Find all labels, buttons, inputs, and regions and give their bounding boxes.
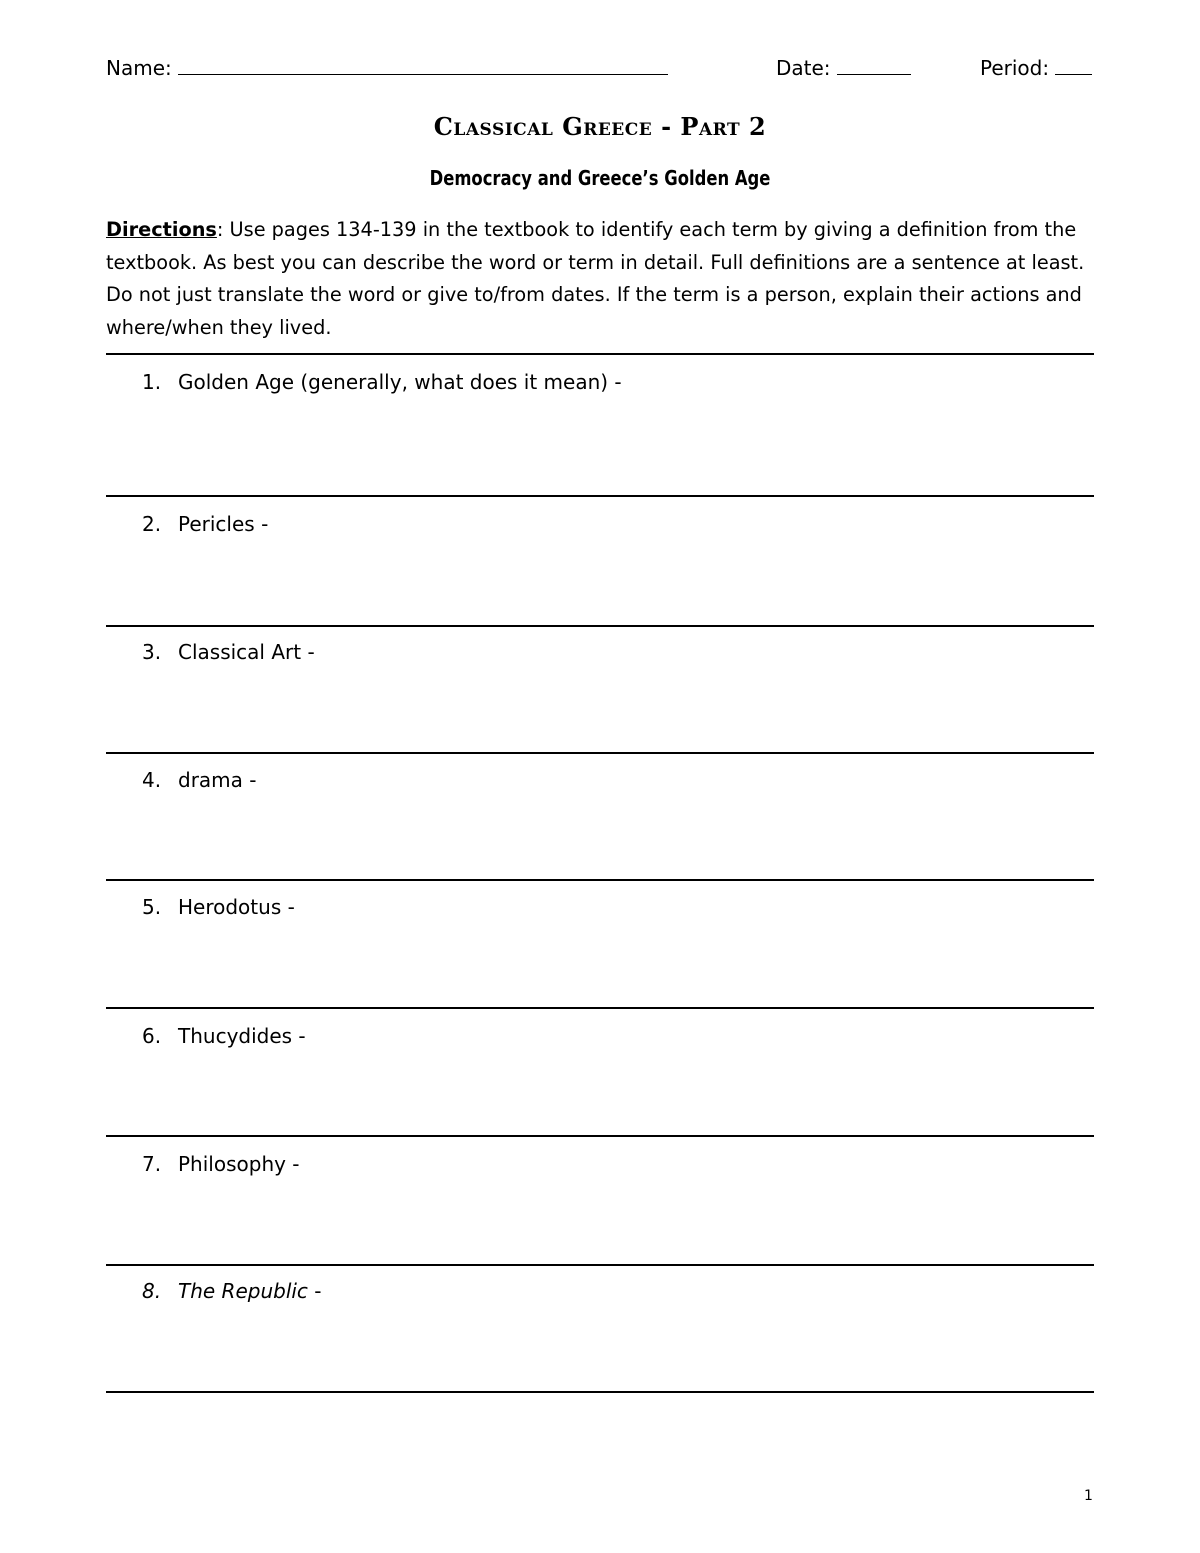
term-label — [178, 1279, 322, 1303]
term-label: Classical Art - — [178, 640, 315, 664]
term-number: 5. — [142, 895, 162, 919]
term-label: Herodotus - — [178, 895, 295, 919]
date-label: Date: — [776, 56, 831, 80]
period-blank-line[interactable] — [1055, 56, 1092, 75]
term-suffix: - — [307, 1279, 322, 1303]
date-blank-line[interactable] — [837, 56, 911, 75]
answer-area-rule — [106, 1135, 1094, 1137]
term-label: Golden Age (generally, what does it mean) - — [178, 370, 622, 394]
worksheet-title: Classical Greece - Part 2 — [433, 112, 767, 141]
term-number: 8. — [142, 1279, 162, 1303]
name-field — [106, 56, 668, 80]
date-field — [776, 56, 911, 80]
term-label: drama - — [178, 768, 257, 792]
answer-area-rule — [106, 495, 1094, 497]
answer-area-rule — [106, 625, 1094, 627]
answer-area-rule — [106, 879, 1094, 881]
term-number: 6. — [142, 1024, 162, 1048]
term-label: Pericles - — [178, 512, 269, 536]
answer-area-rule — [106, 1264, 1094, 1266]
period-label: Period: — [980, 56, 1050, 80]
term-number: 7. — [142, 1152, 162, 1176]
answer-area-rule — [106, 752, 1094, 754]
term-number: 1. — [142, 370, 162, 394]
book-title: The Republic — [178, 1279, 308, 1303]
page-number: 1 — [1084, 1488, 1093, 1504]
term-label: Thucydides - — [178, 1024, 306, 1048]
term-number: 4. — [142, 768, 162, 792]
directions-text: : Use pages 134-139 in the textbook to identify each term by giving a definition from the textbook. As best you can describe the word or term in detail. Full definitions are a sentence at least. Do not just translate the word or give to/from dates. If the term is a person, explain their actions and where/when they lived. — [106, 218, 1085, 339]
divider-rule — [106, 353, 1094, 355]
student-info-header — [0, 56, 1200, 90]
name-label: Name: — [106, 56, 172, 80]
term-number: 3. — [142, 640, 162, 664]
period-field — [980, 56, 1092, 80]
directions-label: Directions — [106, 218, 217, 241]
worksheet-subtitle: Democracy and Greece’s Golden Age — [429, 166, 771, 190]
name-blank-line[interactable] — [178, 56, 668, 75]
term-number: 2. — [142, 512, 162, 536]
answer-area-rule — [106, 1391, 1094, 1393]
directions-paragraph — [106, 214, 1096, 344]
term-label: Philosophy - — [178, 1152, 300, 1176]
answer-area-rule — [106, 1007, 1094, 1009]
